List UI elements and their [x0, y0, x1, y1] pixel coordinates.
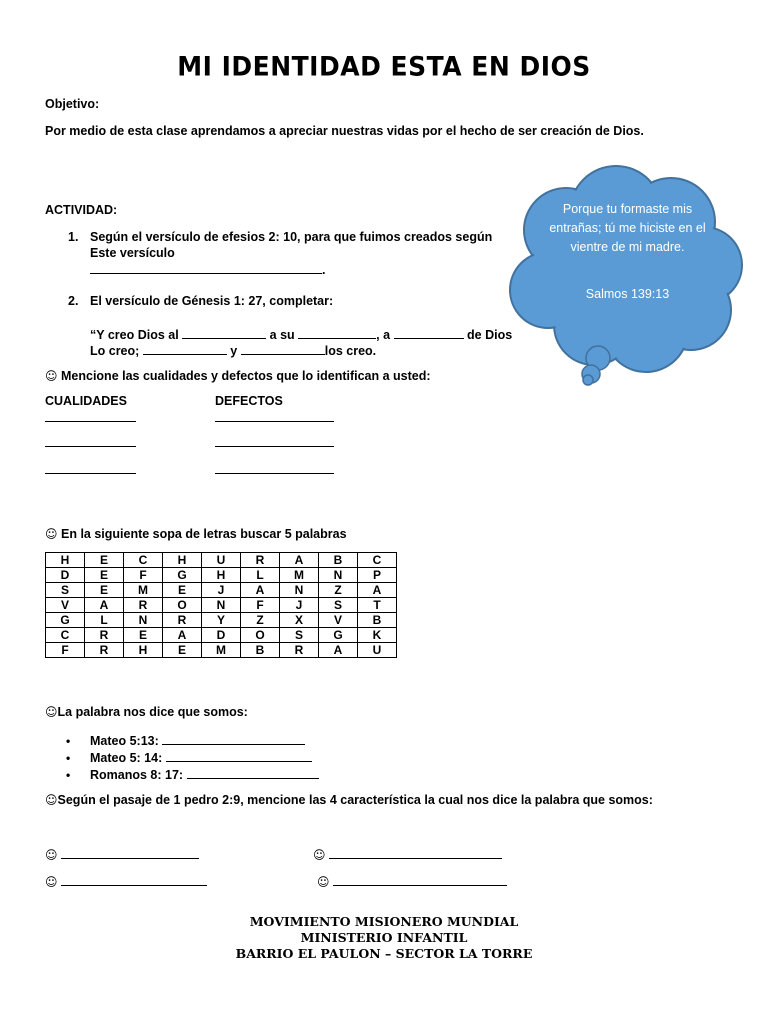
grid-cell[interactable]: R: [163, 613, 202, 628]
grid-cell[interactable]: F: [46, 643, 85, 658]
grid-cell[interactable]: H: [46, 553, 85, 568]
grid-cell[interactable]: D: [46, 568, 85, 583]
grid-cell[interactable]: X: [280, 613, 319, 628]
grid-cell[interactable]: R: [85, 643, 124, 658]
question-number: 2.: [68, 294, 79, 308]
grid-cell[interactable]: T: [358, 598, 397, 613]
grid-cell[interactable]: U: [202, 553, 241, 568]
characteristic-answer-1: [45, 846, 199, 862]
objective-label: Objetivo:: [45, 97, 100, 111]
grid-row: [46, 568, 397, 583]
smiley-icon: ☺: [45, 875, 58, 889]
grid-cell[interactable]: A: [319, 643, 358, 658]
prompt-text: Según el pasaje de 1 pedro 2:9, mencione las 4 característica la cual nos dice la palabra que somos:: [57, 793, 653, 807]
grid-cell[interactable]: B: [241, 643, 280, 658]
smiley-icon: ☺: [317, 875, 330, 889]
grid-cell[interactable]: B: [358, 613, 397, 628]
list-item: [66, 732, 305, 748]
grid-cell[interactable]: A: [358, 583, 397, 598]
footer-line-1: MOVIMIENTO MISIONERO MUNDIAL: [249, 914, 519, 929]
defect-blank-1[interactable]: [215, 421, 334, 422]
grid-cell[interactable]: P: [358, 568, 397, 583]
grid-cell[interactable]: H: [202, 568, 241, 583]
question-text: Según el versículo de efesios 2: 10, para que fuimos creados según: [90, 230, 493, 244]
grid-cell[interactable]: R: [280, 643, 319, 658]
cloud-verse: Porque tu formaste mis entrañas; tú me hiciste en el vientre de mi madre.: [549, 202, 706, 254]
grid-cell[interactable]: C: [358, 553, 397, 568]
answer-blank[interactable]: [187, 766, 319, 779]
objective-text: Por medio de esta clase aprendamos a apreciar nuestras vidas por el hecho de ser creación de Dios.: [45, 124, 644, 138]
smiley-icon: ☺: [45, 705, 58, 719]
grid-cell[interactable]: G: [46, 613, 85, 628]
fill-text: de Dios: [467, 328, 513, 342]
grid-cell[interactable]: B: [319, 553, 358, 568]
quality-blank-3[interactable]: [45, 473, 136, 474]
thought-cloud-graphic: [506, 160, 746, 390]
grid-row: [46, 598, 397, 613]
characteristic-answer-3: [45, 873, 207, 889]
answer-blank[interactable]: [298, 326, 376, 339]
wordsearch-prompt: [45, 527, 347, 541]
bullet: •: [66, 768, 71, 782]
grid-cell[interactable]: E: [85, 583, 124, 598]
grid-cell[interactable]: C: [46, 628, 85, 643]
characteristic-answer-2: [313, 846, 502, 862]
answer-blank[interactable]: [90, 261, 322, 274]
grid-row: [46, 583, 397, 598]
grid-cell[interactable]: G: [319, 628, 358, 643]
smiley-icon: ☺: [45, 369, 58, 383]
fill-line-1: [90, 326, 512, 342]
grid-cell[interactable]: M: [202, 643, 241, 658]
grid-cell[interactable]: M: [124, 583, 163, 598]
question-1-answer[interactable]: [90, 261, 325, 277]
grid-cell[interactable]: A: [241, 583, 280, 598]
grid-cell[interactable]: R: [85, 628, 124, 643]
smiley-icon: ☺: [45, 527, 58, 541]
grid-cell[interactable]: N: [202, 598, 241, 613]
word-search-grid: [45, 552, 397, 658]
fill-text: Lo creo;: [90, 344, 140, 358]
grid-cell[interactable]: H: [124, 643, 163, 658]
grid-cell[interactable]: Z: [241, 613, 280, 628]
footer-line-2: MINISTERIO INFANTIL: [300, 930, 468, 945]
grid-cell[interactable]: A: [163, 628, 202, 643]
grid-cell[interactable]: O: [163, 598, 202, 613]
qualities-prompt: [45, 369, 431, 383]
prompt-text: La palabra nos dice que somos:: [57, 705, 248, 719]
verse-ref: Romanos 8: 17:: [90, 768, 184, 782]
grid-cell[interactable]: S: [46, 583, 85, 598]
grid-cell[interactable]: N: [124, 613, 163, 628]
verse-ref: Mateo 5:13:: [90, 734, 159, 748]
defect-blank-3[interactable]: [215, 473, 334, 474]
grid-cell[interactable]: K: [358, 628, 397, 643]
grid-cell[interactable]: O: [241, 628, 280, 643]
bullet: •: [66, 751, 71, 765]
list-item: [66, 766, 319, 782]
grid-cell[interactable]: Y: [202, 613, 241, 628]
grid-row: [46, 628, 397, 643]
grid-cell[interactable]: F: [124, 568, 163, 583]
quality-blank-2[interactable]: [45, 446, 136, 447]
question-text: El versículo de Génesis 1: 27, completar:: [90, 294, 334, 308]
question-1: [68, 230, 492, 244]
grid-cell[interactable]: E: [163, 643, 202, 658]
grid-row: [46, 553, 397, 568]
fill-text: y: [230, 344, 238, 358]
fill-text: los creo.: [324, 344, 377, 358]
activity-label: ACTIVIDAD:: [45, 203, 118, 217]
fill-text: a su: [269, 328, 295, 342]
question-number: 1.: [68, 230, 79, 244]
answer-blank[interactable]: [333, 873, 507, 886]
prompt-text: Mencione las cualidades y defectos que lo identifican a usted:: [61, 369, 431, 383]
grid-cell[interactable]: E: [124, 628, 163, 643]
grid-cell[interactable]: V: [319, 613, 358, 628]
fill-line-2: [90, 342, 376, 358]
smiley-icon: ☺: [45, 793, 58, 807]
answer-end-period: .: [322, 263, 326, 277]
fill-text: “Y creo Dios al: [90, 328, 179, 342]
grid-row: [46, 643, 397, 658]
word-says-prompt: [45, 705, 248, 719]
answer-blank[interactable]: [143, 342, 227, 355]
grid-cell[interactable]: A: [280, 553, 319, 568]
quality-blank-1[interactable]: [45, 421, 136, 422]
grid-cell[interactable]: S: [280, 628, 319, 643]
grid-cell[interactable]: L: [85, 613, 124, 628]
grid-cell[interactable]: S: [319, 598, 358, 613]
grid-cell[interactable]: V: [46, 598, 85, 613]
grid-cell[interactable]: E: [85, 553, 124, 568]
answer-blank[interactable]: [241, 342, 325, 355]
bullet: •: [66, 734, 71, 748]
answer-blank[interactable]: [61, 846, 199, 859]
prompt-text: En la siguiente sopa de letras buscar 5 palabras: [61, 527, 347, 541]
answer-blank[interactable]: [162, 732, 305, 745]
grid-cell[interactable]: R: [124, 598, 163, 613]
grid-row: [46, 613, 397, 628]
grid-cell[interactable]: F: [241, 598, 280, 613]
grid-cell[interactable]: G: [163, 568, 202, 583]
answer-blank[interactable]: [394, 326, 464, 339]
grid-cell[interactable]: U: [358, 643, 397, 658]
list-item: [66, 749, 312, 765]
cloud-reference: Salmos 139:13: [585, 287, 670, 301]
grid-cell[interactable]: H: [163, 553, 202, 568]
grid-cell[interactable]: N: [280, 583, 319, 598]
grid-cell[interactable]: J: [202, 583, 241, 598]
question-1-line-2: Este versículo: [90, 246, 175, 260]
cloud-shape: [510, 166, 742, 372]
grid-cell[interactable]: C: [124, 553, 163, 568]
answer-blank[interactable]: [182, 326, 266, 339]
answer-blank[interactable]: [329, 846, 502, 859]
grid-cell[interactable]: E: [85, 568, 124, 583]
grid-cell[interactable]: A: [85, 598, 124, 613]
footer-line-3: BARRIO EL PAULON – SECTOR LA TORRE: [235, 946, 533, 961]
fill-text: , a: [376, 328, 391, 342]
characteristic-answer-4: [317, 873, 507, 889]
grid-cell[interactable]: R: [241, 553, 280, 568]
answer-blank[interactable]: [61, 873, 207, 886]
grid-cell[interactable]: Z: [319, 583, 358, 598]
smiley-icon: ☺: [313, 848, 326, 862]
answer-blank[interactable]: [166, 749, 312, 762]
thought-bubble: [583, 375, 593, 385]
smiley-icon: ☺: [45, 848, 58, 862]
defect-blank-2[interactable]: [215, 446, 334, 447]
page-title: MI IDENTIDAD ESTA EN DIOS: [177, 50, 591, 83]
question-2: [68, 294, 333, 308]
grid-cell[interactable]: L: [241, 568, 280, 583]
grid-cell[interactable]: N: [319, 568, 358, 583]
grid-cell[interactable]: E: [163, 583, 202, 598]
defects-header: DEFECTOS: [215, 394, 283, 408]
grid-cell[interactable]: M: [280, 568, 319, 583]
verse-ref: Mateo 5: 14:: [90, 751, 163, 765]
grid-cell[interactable]: J: [280, 598, 319, 613]
qualities-header: CUALIDADES: [45, 394, 127, 408]
grid-cell[interactable]: D: [202, 628, 241, 643]
pedro-prompt: [45, 793, 653, 807]
